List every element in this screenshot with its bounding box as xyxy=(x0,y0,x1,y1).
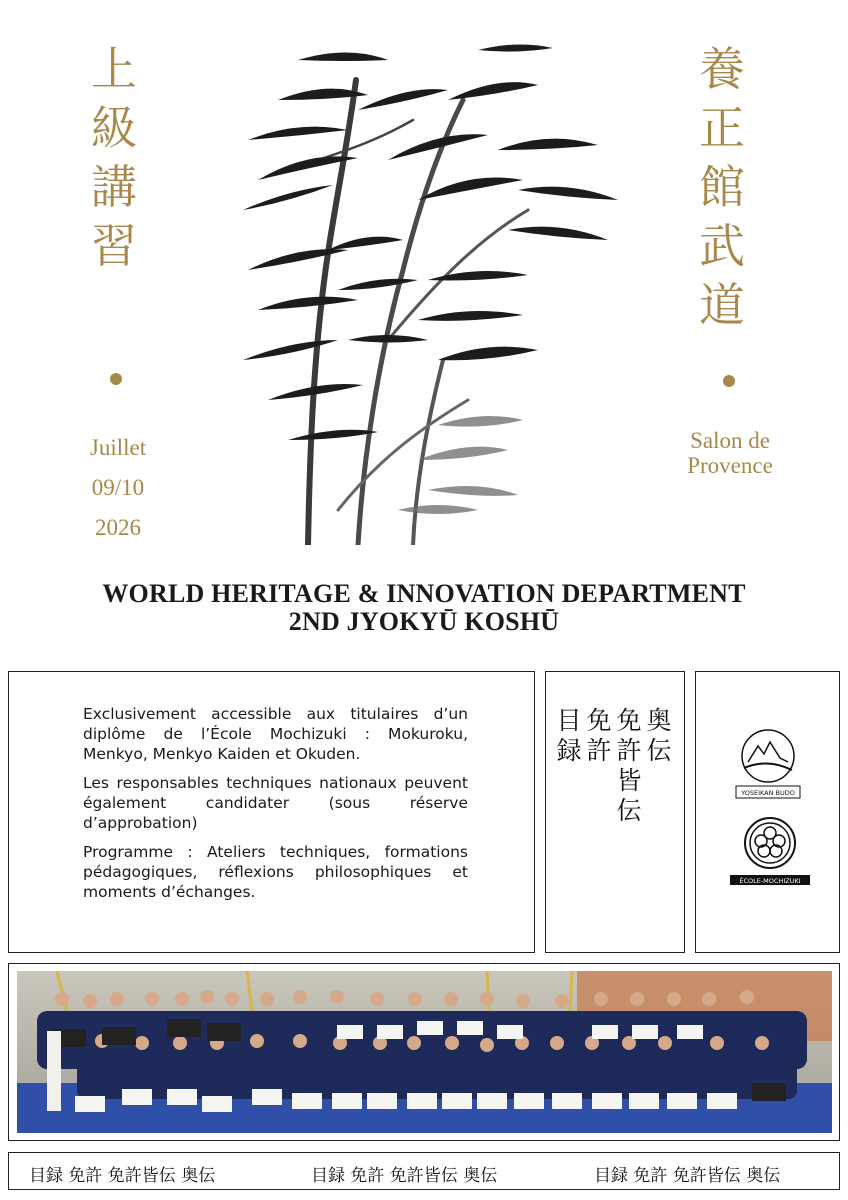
left-char-3: 講 xyxy=(91,160,137,214)
group-photo-box xyxy=(8,963,840,1141)
yoseikan-budo-logo xyxy=(734,728,802,800)
bamboo-ink-painting xyxy=(238,40,628,545)
bottom-ranks-bar xyxy=(8,1152,840,1190)
group-photo xyxy=(17,971,832,1133)
rank-char: 許 xyxy=(586,736,612,765)
place-line1: Salon de xyxy=(690,428,770,453)
date-days: 09/10 xyxy=(91,475,145,500)
rank-char: 目 xyxy=(556,706,582,735)
description-box xyxy=(8,671,535,953)
event-date xyxy=(70,428,166,548)
rank-menkyo-kaiden xyxy=(614,706,644,826)
rank-char: 伝 xyxy=(646,736,672,765)
rank-okuden xyxy=(644,706,674,766)
ecole-mochizuki-logo xyxy=(730,817,810,889)
rank-char: 伝 xyxy=(616,796,642,825)
description-text xyxy=(83,704,468,911)
mochizuki-logo-text: ÉCOLE-MOCHIZUKI xyxy=(739,877,801,885)
heading-line1: WORLD HERITAGE & INNOVATION DEPARTMENT xyxy=(102,579,746,608)
rank-char: 許 xyxy=(616,736,642,765)
right-char-3: 館 xyxy=(699,160,745,214)
description-paragraph-2: Les responsables techniques nationaux peuvent également candidater (sous réserve d’approbation) xyxy=(83,774,468,832)
event-place xyxy=(664,428,796,478)
main-heading xyxy=(0,580,848,636)
right-char-5: 道 xyxy=(699,278,745,332)
description-paragraph-3: Programme : Ateliers techniques, formations pédagogiques, réflexions philosophiques et moments d’échanges. xyxy=(83,843,468,901)
bottom-ranks-group-1: 目録 免許 免許皆伝 奥伝 xyxy=(29,1166,216,1186)
left-char-1: 上 xyxy=(91,42,137,96)
right-char-4: 武 xyxy=(699,219,745,273)
ranks-box xyxy=(545,671,685,953)
left-char-2: 級 xyxy=(91,101,137,155)
left-vertical-title xyxy=(84,40,144,276)
date-year: 2026 xyxy=(95,515,141,540)
heading-line2: 2ND JYOKYŪ KOSHŪ xyxy=(288,607,560,636)
rank-mokuroku xyxy=(554,706,584,766)
right-char-1: 養 xyxy=(699,42,745,96)
date-month: Juillet xyxy=(89,435,147,460)
rank-char: 録 xyxy=(556,736,582,765)
rank-menkyo xyxy=(584,706,614,766)
right-dot xyxy=(723,375,735,387)
rank-char: 免 xyxy=(586,706,612,735)
left-dot xyxy=(110,373,122,385)
bottom-ranks-row xyxy=(9,1153,839,1189)
right-vertical-title xyxy=(692,40,752,335)
rank-char: 免 xyxy=(616,706,642,735)
place-line2: Provence xyxy=(687,453,773,478)
rank-char: 皆 xyxy=(616,766,642,795)
bottom-ranks-group-2: 目録 免許 免許皆伝 奥伝 xyxy=(311,1166,498,1186)
description-paragraph-1: Exclusivement accessible aux titulaires d’un diplôme de l’École Mochizuki : Mokuroku, Menkyo, Menkyo Kaiden et Okuden. xyxy=(83,705,468,763)
rank-char: 奥 xyxy=(646,706,672,735)
bottom-ranks-group-3: 目録 免許 免許皆伝 奥伝 xyxy=(594,1166,781,1186)
left-char-4: 習 xyxy=(91,219,137,273)
logos-box xyxy=(695,671,840,953)
yoseikan-logo-text: YOSEIKAN BUDO xyxy=(741,789,795,797)
right-char-2: 正 xyxy=(699,101,745,155)
